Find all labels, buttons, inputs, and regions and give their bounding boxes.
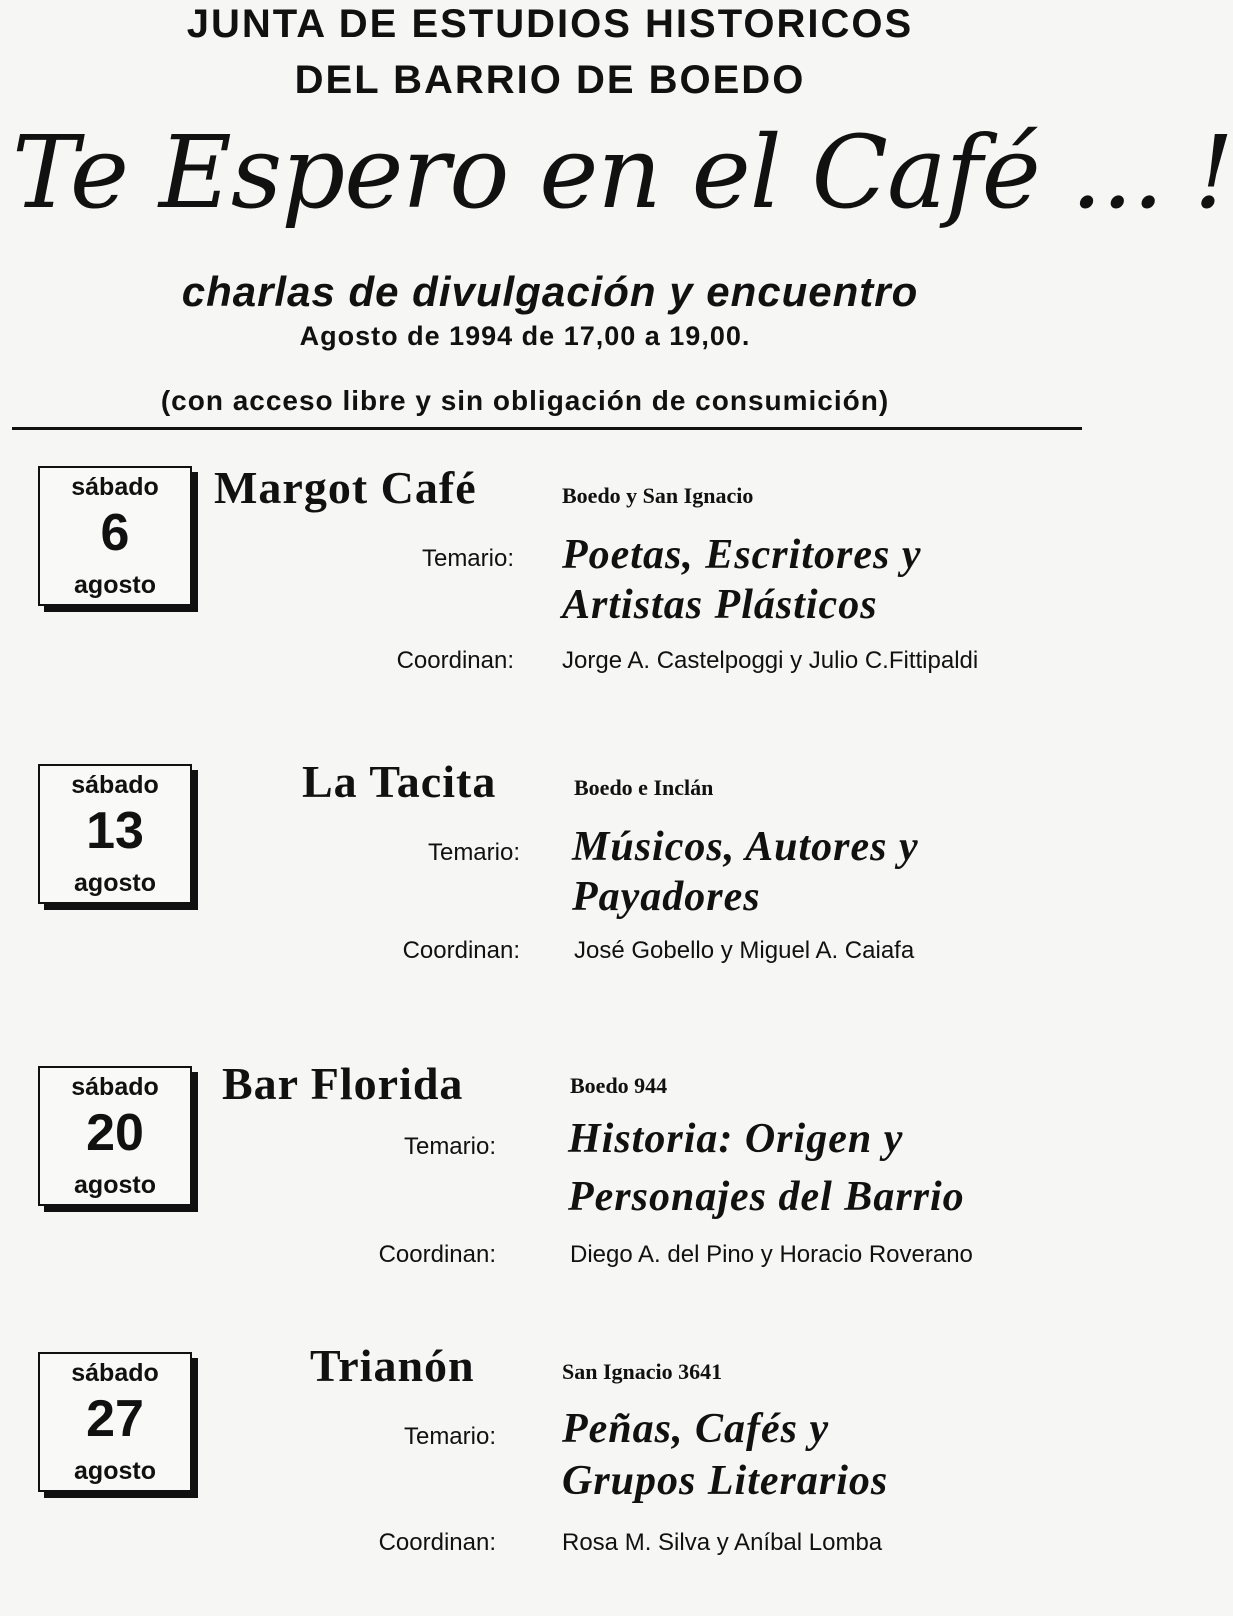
topic-line1: Historia: Origen y [568,1116,904,1162]
event-item [0,1030,1100,1330]
topic-line1: Poetas, Escritores y [562,532,922,578]
event-item [0,728,1100,1028]
topic-label: Temario: [421,545,514,572]
topic-label: Temario: [427,839,520,866]
date-day-of-week: sábado [71,473,159,501]
date-month: agosto [74,869,156,897]
coordinators-label: Coordinan: [402,937,520,964]
topic-line1: Músicos, Autores y [572,824,919,870]
venue-address: Boedo e Inclán [574,775,714,800]
topic-label: Temario: [403,1423,496,1450]
date-day-number: 6 [100,504,130,562]
venue-address: Boedo 944 [570,1073,668,1098]
coordinators-label: Coordinan: [378,1529,496,1556]
date-box [38,466,192,606]
coordinators-names: Diego A. del Pino y Horacio Roverano [570,1241,973,1268]
venue-name: Bar Florida [222,1058,464,1109]
schedule-dateline: Agosto de 1994 de 17,00 a 19,00. [299,321,751,351]
date-day-of-week: sábado [71,771,159,799]
topic-line2: Artistas Plásticos [562,582,878,628]
venue-name: Margot Café [214,462,477,513]
flyer-subtitle: charlas de divulgación y encuentro [181,268,919,315]
access-note: (con acceso libre y sin obligación de consumición) [160,385,890,416]
organization-name-line2: DEL BARRIO DE BOEDO [294,58,806,102]
coordinators-names: Jorge A. Castelpoggi y Julio C.Fittipaldi [562,647,979,674]
event-item [0,430,1100,730]
date-day-number: 20 [86,1104,144,1162]
date-day-of-week: sábado [71,1073,159,1101]
date-month: agosto [74,1171,156,1199]
topic-line2: Personajes del Barrio [568,1174,965,1220]
date-box [38,1066,192,1206]
coordinators-label: Coordinan: [378,1241,496,1268]
date-day-of-week: sábado [71,1359,159,1387]
flyer-title: Te Espero en el Café ... ! [12,114,1233,231]
date-month: agosto [74,571,156,599]
coordinators-label: Coordinan: [396,647,514,674]
venue-name: Trianón [310,1340,475,1391]
venue-address: Boedo y San Ignacio [562,483,754,508]
date-day-number: 27 [86,1390,144,1448]
coordinators-names: José Gobello y Miguel A. Caiafa [574,937,915,964]
date-day-number: 13 [86,802,144,860]
date-box [38,1352,192,1492]
organization-name-line1: JUNTA DE ESTUDIOS HISTORICOS [186,2,914,46]
venue-address: San Ignacio 3641 [562,1359,723,1384]
topic-line2: Grupos Literarios [562,1458,889,1504]
topic-line1: Peñas, Cafés y [562,1406,830,1452]
date-box [38,764,192,904]
coordinators-names: Rosa M. Silva y Aníbal Lomba [562,1529,883,1556]
date-month: agosto [74,1457,156,1485]
event-item [0,1316,1100,1616]
topic-label: Temario: [403,1133,496,1160]
venue-name: La Tacita [302,756,497,807]
topic-line2: Payadores [572,874,761,920]
